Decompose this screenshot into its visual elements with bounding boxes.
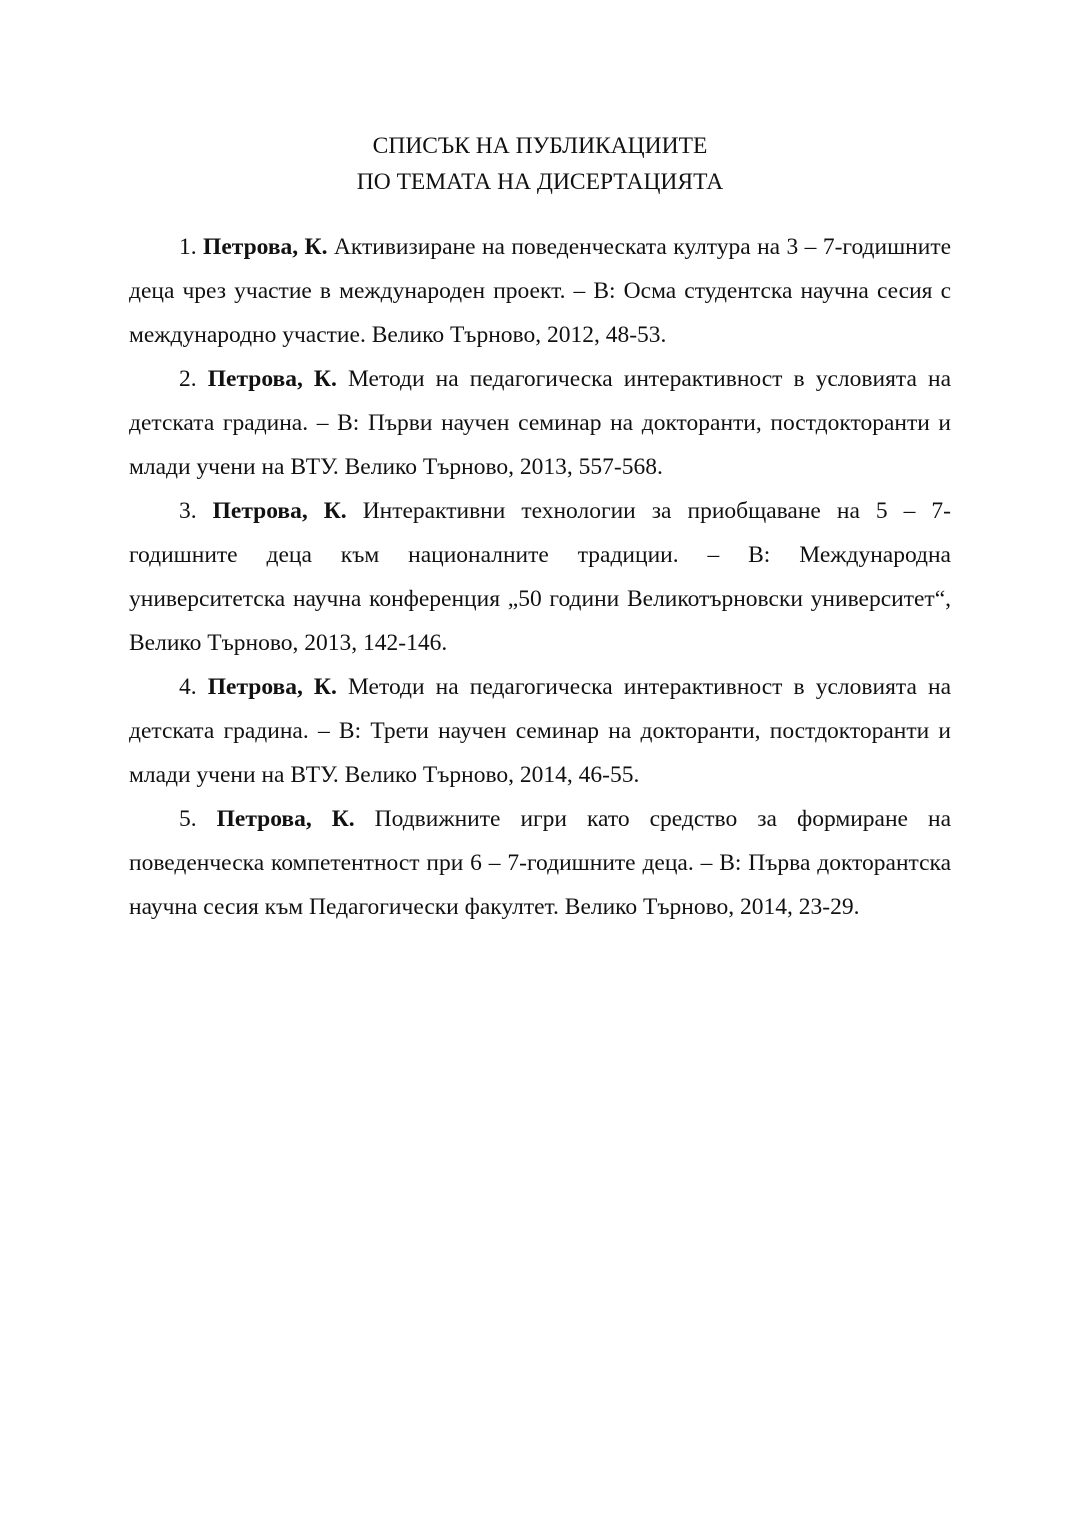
publication-number: 5. (179, 806, 197, 832)
publication-author: Петрова, К. (207, 674, 337, 700)
publication-author: Петрова, К. (203, 234, 328, 260)
publication-author: Петрова, К. (216, 806, 355, 832)
publication-number: 2. (179, 366, 197, 392)
title-line-1: СПИСЪК НА ПУБЛИКАЦИИТЕ (372, 133, 708, 159)
publication-text: Интерактивни технологии за приобщаване на 5 – 7-годишните деца към националните традиции. – В: Международна университетска научна конференция „50 години Великотърновски университет“, Велико Търново, 2013, 142-146. (129, 498, 951, 656)
publication-number: 1. (179, 234, 197, 260)
publication-item-1 (129, 225, 951, 357)
publication-text: Подвижните игри като средство за формиране на поведенческа компетентност при 6 – 7-годишните деца. – В: Първа докторантска научна сесия към Педагогически факултет. Велико Търново, 2014, 23-29. (129, 806, 951, 920)
publication-item-5 (129, 797, 951, 929)
title-line-2: ПО ТЕМАТА НА ДИСЕРТАЦИЯТА (356, 169, 724, 195)
publication-number: 4. (179, 674, 197, 700)
publication-item-2 (129, 357, 951, 489)
publication-text: Активизиране на поведенческата култура на 3 – 7-годишните деца чрез участие в международен проект. – В: Осма студентска научна сесия с международно участие. Велико Търново, 2012, 48-53. (129, 234, 952, 348)
publication-item-4 (129, 665, 951, 797)
publication-list (129, 225, 951, 929)
document-title (0, 128, 1080, 200)
publication-item-3 (129, 489, 951, 665)
publication-author: Петрова, К. (207, 366, 337, 392)
publication-text: Методи на педагогическа интерактивност в условията на детската градина. – В: Първи научен семинар на докторанти, постдокторанти и млади учени на ВТУ. Велико Търново, 2013, 557-568. (129, 366, 951, 480)
publication-author: Петрова, К. (212, 498, 347, 524)
publication-text: Методи на педагогическа интерактивност в условията на детската градина. – В: Трети научен семинар на докторанти, постдокторанти и млади учени на ВТУ. Велико Търново, 2014, 46-55. (129, 674, 951, 788)
publication-number: 3. (179, 498, 197, 524)
